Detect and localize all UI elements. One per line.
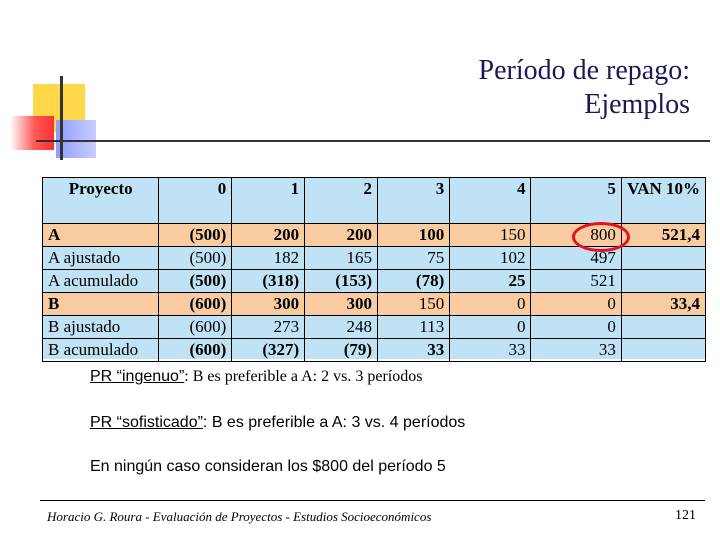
- cashflow-cell: 273: [232, 316, 305, 339]
- row-label: B acumulado: [43, 339, 159, 362]
- row-label: B ajustado: [43, 316, 159, 339]
- header-period-1: 1: [232, 178, 305, 224]
- note-sofisticado-text: : B es preferible a A: 3 vs. 4 períodos: [202, 414, 466, 431]
- note-period-5: En ningún caso consideran los $800 del período 5: [90, 458, 446, 475]
- cashflow-cell: 0: [531, 293, 621, 316]
- table-row: [43, 293, 706, 316]
- cashflow-cell: 182: [232, 247, 305, 270]
- cashflow-cell: 25: [450, 270, 531, 293]
- note-ingenuo-text: : B es preferible a A: 2 vs. 3 períodos: [184, 368, 423, 385]
- cashflow-cell: 521: [531, 270, 621, 293]
- cashflow-cell: 102: [450, 247, 531, 270]
- footer-credit: Horacio G. Roura - Evaluación de Proyectos - Estudios Socioeconómicos: [47, 509, 432, 524]
- cashflow-cell: 248: [305, 316, 378, 339]
- footer-divider: [40, 500, 705, 501]
- header-period-3: 3: [378, 178, 450, 224]
- note-sofisticado: [90, 414, 465, 432]
- cashflow-cell: 100: [378, 224, 450, 247]
- title-line-1: Período de repago:: [478, 55, 690, 86]
- cashflow-cell: (327): [232, 339, 305, 362]
- van-cell: 521,4: [621, 224, 705, 247]
- cashflow-cell: 150: [450, 224, 531, 247]
- table-header-row: [43, 178, 706, 224]
- title-divider-line: [36, 140, 710, 142]
- cashflow-table: [42, 177, 706, 362]
- cashflow-cell: (318): [232, 270, 305, 293]
- note-sofisticado-term: PR “sofisticado”: [90, 414, 203, 431]
- cashflow-cell: 165: [305, 247, 378, 270]
- van-cell: [621, 247, 705, 270]
- header-period-2: 2: [305, 178, 378, 224]
- cashflow-cell: 0: [531, 316, 621, 339]
- cashflow-cell: (79): [305, 339, 378, 362]
- cashflow-cell: 800: [531, 224, 621, 247]
- cashflow-cell: (78): [378, 270, 450, 293]
- note-ingenuo-term: PR “ingenuo”: [90, 368, 185, 385]
- cashflow-table-container: [42, 177, 706, 359]
- header-period-5: 5: [531, 178, 621, 224]
- highlight-circle: [572, 222, 630, 252]
- cashflow-cell: 497: [531, 247, 621, 270]
- header-proyecto: Proyecto: [43, 178, 159, 224]
- cashflow-cell: 300: [232, 293, 305, 316]
- row-label: A ajustado: [43, 247, 159, 270]
- header-period-0: 0: [159, 178, 232, 224]
- van-cell: [621, 339, 705, 362]
- title-line-2: Ejemplos: [584, 89, 690, 120]
- cashflow-cell: (500): [159, 224, 232, 247]
- cashflow-cell: (600): [159, 316, 232, 339]
- row-label: A: [43, 224, 159, 247]
- header-period-4: 4: [450, 178, 531, 224]
- cashflow-cell: 0: [450, 316, 531, 339]
- cashflow-cell: 33: [531, 339, 621, 362]
- cashflow-cell: 113: [378, 316, 450, 339]
- decorative-vertical-line: [60, 76, 63, 160]
- cashflow-cell: (500): [159, 247, 232, 270]
- cashflow-cell: 300: [305, 293, 378, 316]
- van-cell: 33,4: [621, 293, 705, 316]
- cashflow-cell: (600): [159, 293, 232, 316]
- cashflow-cell: 200: [305, 224, 378, 247]
- slide-title: [479, 54, 691, 122]
- page-number: 121: [675, 508, 696, 523]
- van-cell: [621, 270, 705, 293]
- table-row: [43, 339, 706, 362]
- van-cell: [621, 316, 705, 339]
- cashflow-cell: 75: [378, 247, 450, 270]
- cashflow-cell: (153): [305, 270, 378, 293]
- cashflow-cell: 150: [378, 293, 450, 316]
- cashflow-cell: (600): [159, 339, 232, 362]
- table-row: [43, 270, 706, 293]
- cashflow-cell: (500): [159, 270, 232, 293]
- cashflow-cell: 33: [378, 339, 450, 362]
- cashflow-cell: 200: [232, 224, 305, 247]
- row-label: A acumulado: [43, 270, 159, 293]
- row-label: B: [43, 293, 159, 316]
- cashflow-cell: 0: [450, 293, 531, 316]
- table-row: [43, 316, 706, 339]
- header-van: VAN 10%: [621, 178, 705, 224]
- note-ingenuo: [90, 368, 422, 386]
- decorative-red-square: [10, 116, 54, 150]
- cashflow-cell: 33: [450, 339, 531, 362]
